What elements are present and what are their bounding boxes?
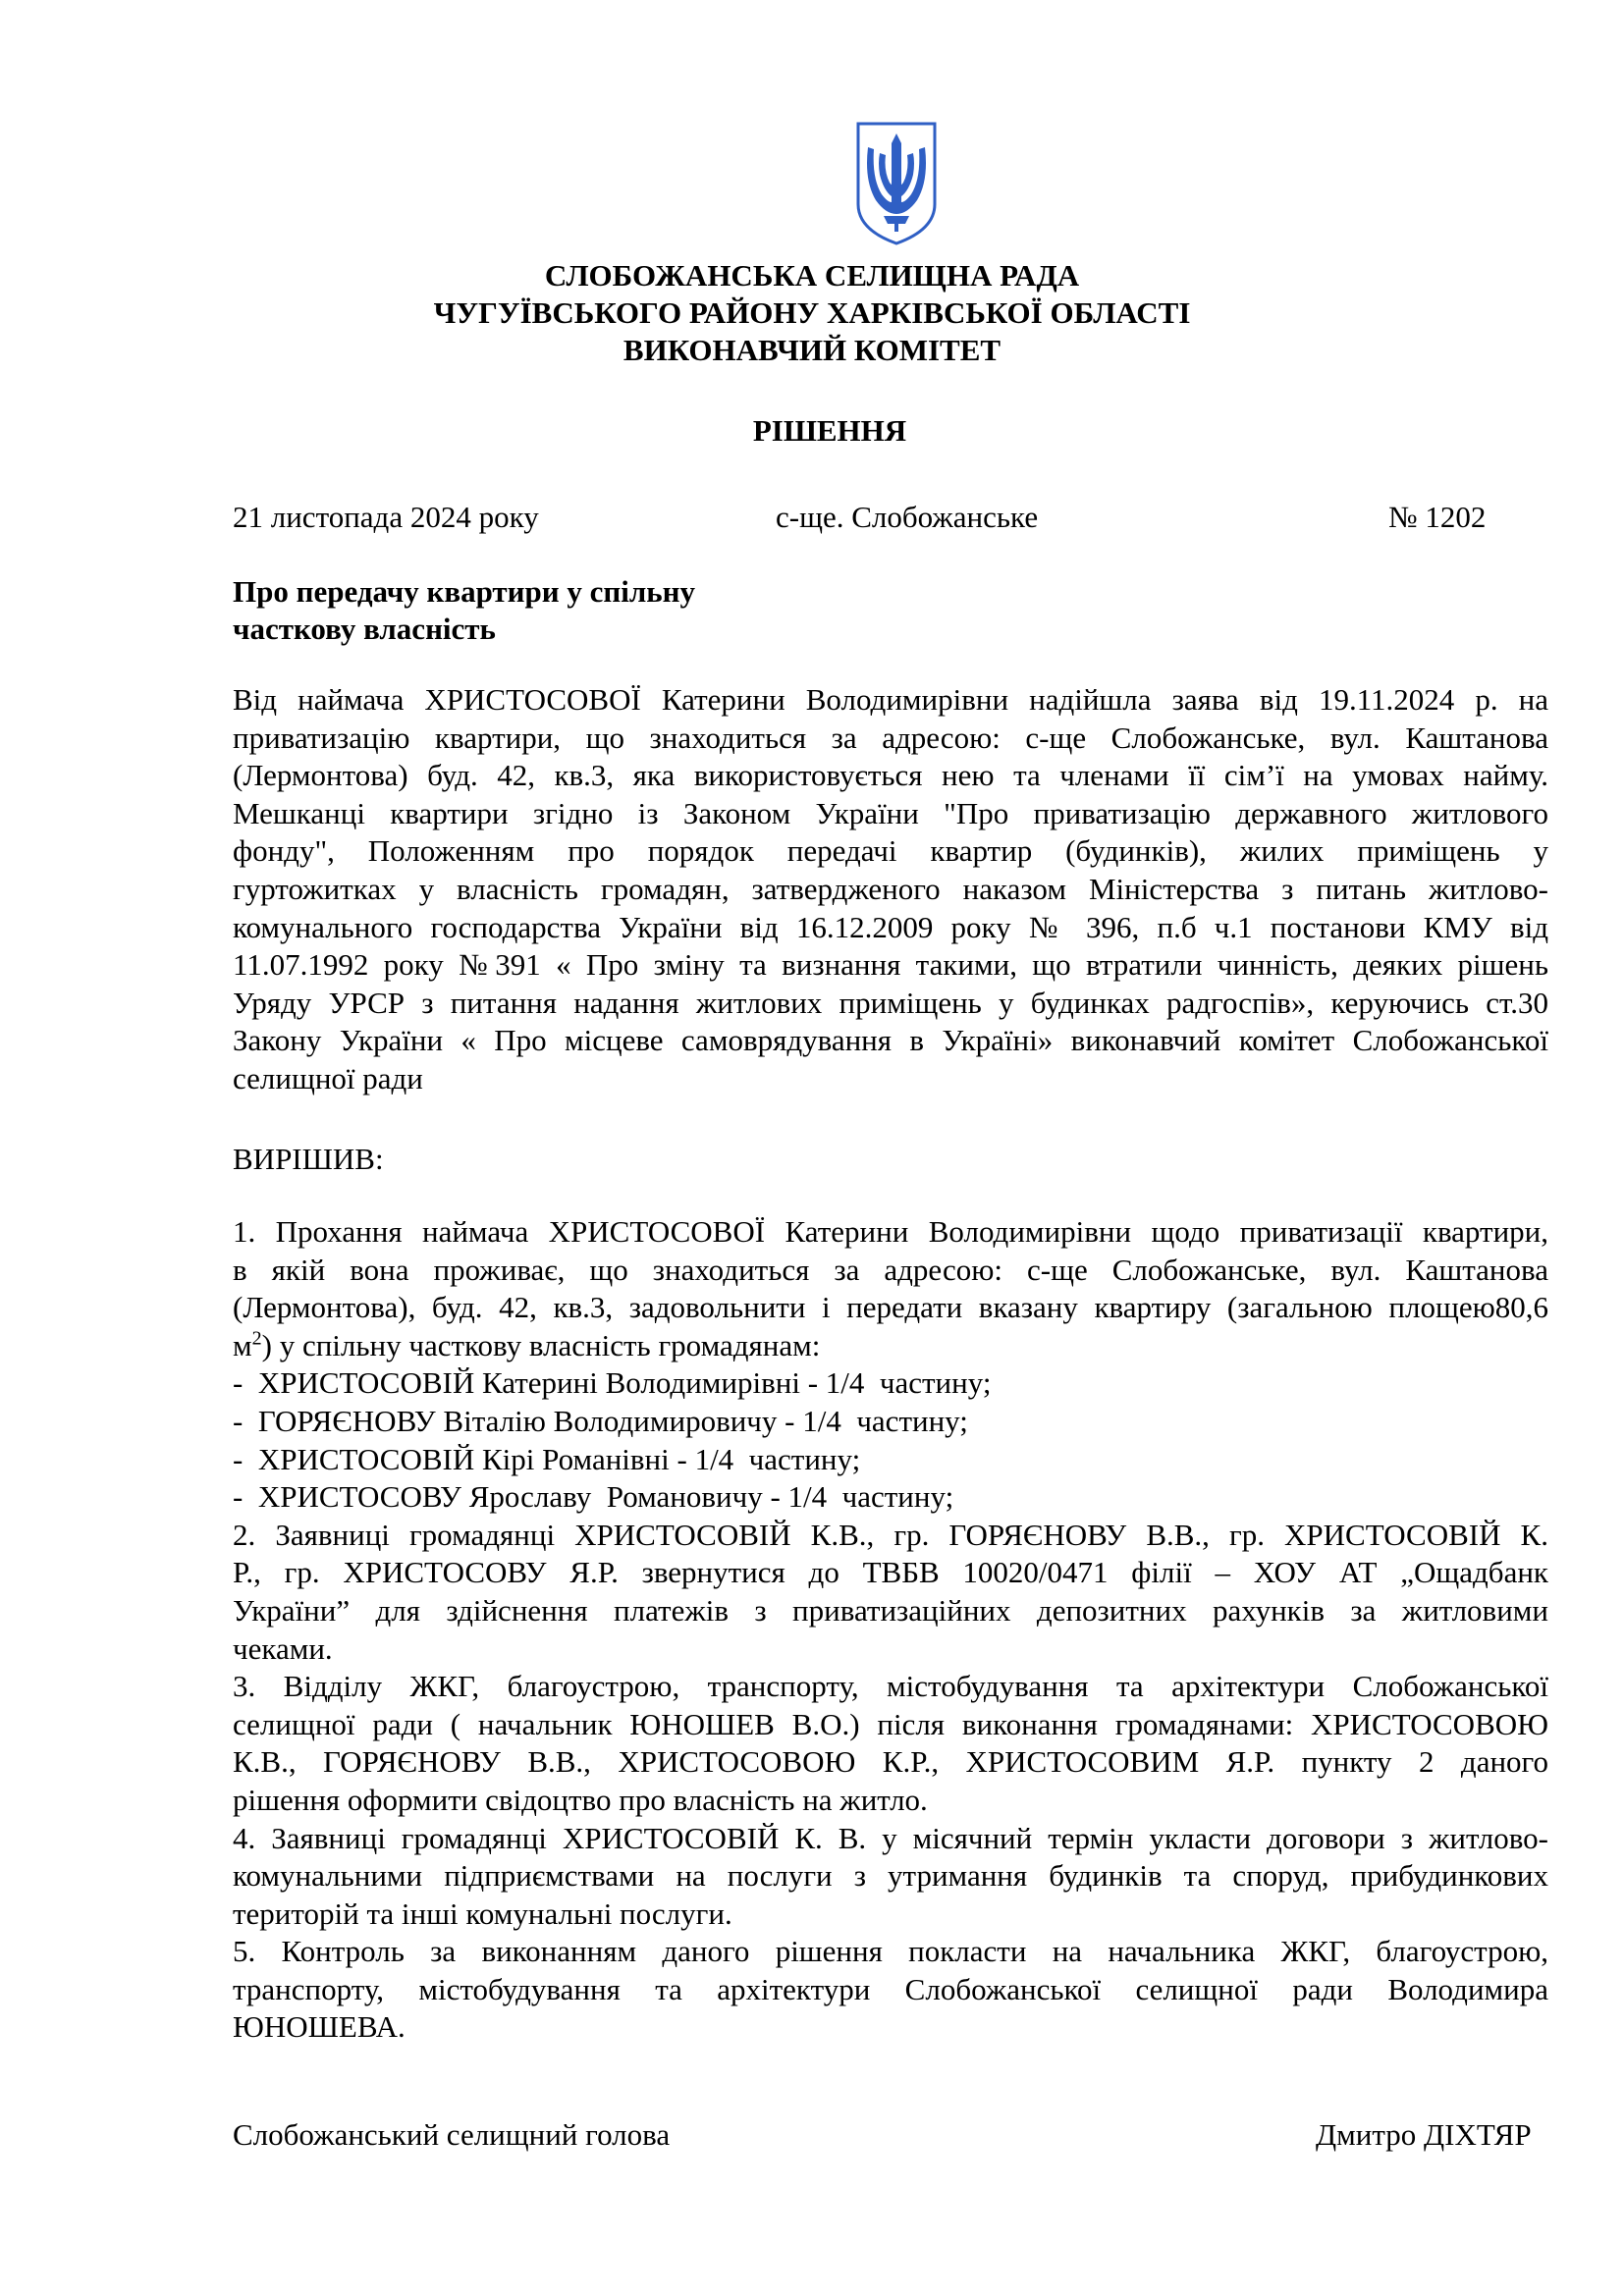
item-4-line: територій та інші комунальні послуги.	[233, 1896, 732, 1931]
ukraine-coat-of-arms-icon	[854, 120, 939, 247]
item-5-line: транспорту, містобудування та архітектури Слобожанської селищної ради Володимира	[233, 1971, 1548, 2006]
item-1-line: 1. Прохання наймача ХРИСТОСОВОЇ Катерини Володимирівни щодо приватизації квартири,	[233, 1214, 1548, 1249]
document-type: РІШЕННЯ	[752, 413, 907, 448]
item-4-line: комунальними підприємствами на послуги з утримання будинків та споруд, прибудинкових	[233, 1858, 1548, 1894]
item-1-line: (Лермонтова), буд. 42, кв.3, задовольнити і передати вказану квартиру (загальною площею80,6	[233, 1290, 1548, 1325]
owner-line: - ГОРЯЄНОВУ Віталію Володимировичу - 1/4 частину;	[233, 1403, 968, 1438]
item-2-line: 2. Заявниці громадянці ХРИСТОСОВІЙ К.В., гр. ГОРЯЄНОВУ В.В., гр. ХРИСТОСОВІЙ К.	[233, 1517, 1548, 1552]
owner-line: - ХРИСТОСОВІЙ Катерині Володимирівні - 1/4 частину;	[233, 1365, 992, 1401]
item-5-line: 5. Контроль за виконанням даного рішення покласти на начальника ЖКГ, благоустрою,	[233, 1934, 1548, 1969]
item-3-line: 3. Відділу ЖКГ, благоустрою, транспорту, містобудування та архітектури Слобожанської	[233, 1669, 1548, 1704]
preamble-line: Закону України « Про місцеве самоврядування в Україні» виконавчий комітет Слобожанської	[233, 1023, 1548, 1058]
resolution-items	[233, 1213, 1548, 2047]
signatory-position: Слобожанський селищний голова	[233, 2117, 671, 2152]
subject-line-2: часткову власність	[233, 612, 496, 646]
owner-line: - ХРИСТОСОВІЙ Кірі Романівні - 1/4 частину;	[233, 1441, 861, 1476]
council-name: СЛОБОЖАНСЬКА СЕЛИЩНА РАДА	[544, 258, 1080, 293]
preamble-line: (Лермонтова) буд. 42, кв.3, яка використовується нею та членами її сім’ї на умовах найму.	[233, 758, 1548, 793]
committee-name: ВИКОНАВЧИЙ КОМІТЕТ	[623, 333, 1001, 367]
resolved-heading: ВИРІШИВ:	[233, 1142, 384, 1176]
preamble-line: фонду", Положенням про порядок передачі квартир (будинків), жилих приміщень у	[233, 833, 1548, 869]
item-5-line: ЮНОШЕВА.	[233, 2009, 406, 2045]
item-1-tail: ) у спільну часткову власність громадянам:	[261, 1327, 821, 1362]
item-2-line: чеками.	[233, 1630, 333, 1666]
item-4-line: 4. Заявниці громадянці ХРИСТОСОВІЙ К. В. у місячний термін укласти договори з житлово-	[233, 1820, 1548, 1855]
preamble-line: комунального господарства України від 16.12.2009 року № 396, п.б ч.1 постанови КМУ від	[233, 909, 1548, 944]
preamble-line: гуртожитках у власність громадян, затвердженого наказом Міністерства з питань житлово-	[233, 871, 1548, 906]
preamble-line: селищної ради	[233, 1060, 423, 1095]
item-3-line: К.В., ГОРЯЄНОВУ В.В., ХРИСТОСОВОЮ К.Р., ХРИСТОСОВИМ Я.Р. пункту 2 даного	[233, 1744, 1548, 1780]
district-name: ЧУГУЇВСЬКОГО РАЙОНУ ХАРКІВСЬКОЇ ОБЛАСТІ	[433, 295, 1191, 330]
preamble-line: Мешканці квартири згідно із Законом України "Про приватизацію державного житлового	[233, 795, 1548, 830]
preamble-line: 11.07.1992 року №391 « Про зміну та визнання такими, що втратили чинність, деяких рішень	[233, 947, 1548, 983]
item-3-line: рішення оформити свідоцтво про власність на житло.	[233, 1782, 928, 1817]
decision-place: с-ще. Слобожанське	[776, 500, 1039, 534]
preamble-line: приватизацію квартири, що знаходиться за адресою: с-ще Слобожанське, вул. Каштанова	[233, 720, 1548, 755]
decision-date: 21 листопада 2024 року	[233, 500, 539, 534]
subject-line-1: Про передачу квартири у спільну	[233, 574, 695, 609]
preamble-line: Від наймача ХРИСТОСОВОЇ Катерини Володимирівни надійшла заява від 19.11.2024 р. на	[233, 682, 1548, 717]
item-2-line: Р., гр. ХРИСТОСОВУ Я.Р. звернутися до ТВБВ 10020/0471 філії – ХОУ АТ „Ощадбанк	[233, 1555, 1548, 1590]
signatory-name: Дмитро ДІХТЯР	[1316, 2117, 1532, 2152]
area-unit: м	[233, 1327, 252, 1362]
item-3-line: селищної ради ( начальник ЮНОШЕВ В.О.) після виконання громадянами: ХРИСТОСОВОЮ	[233, 1706, 1548, 1741]
item-1-tail-line	[233, 1327, 1548, 1365]
decision-number: № 1202	[1388, 500, 1487, 534]
item-2-line: України” для здійснення платежів з приватизаційних депозитних рахунків за житловими	[233, 1592, 1548, 1628]
area-unit-exponent: 2	[251, 1327, 262, 1350]
item-1-line: в якій вона проживає, що знаходиться за адресою: с-ще Слобожанське, вул. Каштанова	[233, 1252, 1548, 1287]
decision-subject	[233, 573, 695, 648]
preamble-paragraph	[233, 681, 1548, 1098]
preamble-line: Уряду УРСР з питання надання житлових приміщень у будинках радгоспів», керуючись ст.30	[233, 985, 1548, 1020]
owner-line: - ХРИСТОСОВУ Ярославу Романовичу - 1/4 частину;	[233, 1479, 954, 1515]
